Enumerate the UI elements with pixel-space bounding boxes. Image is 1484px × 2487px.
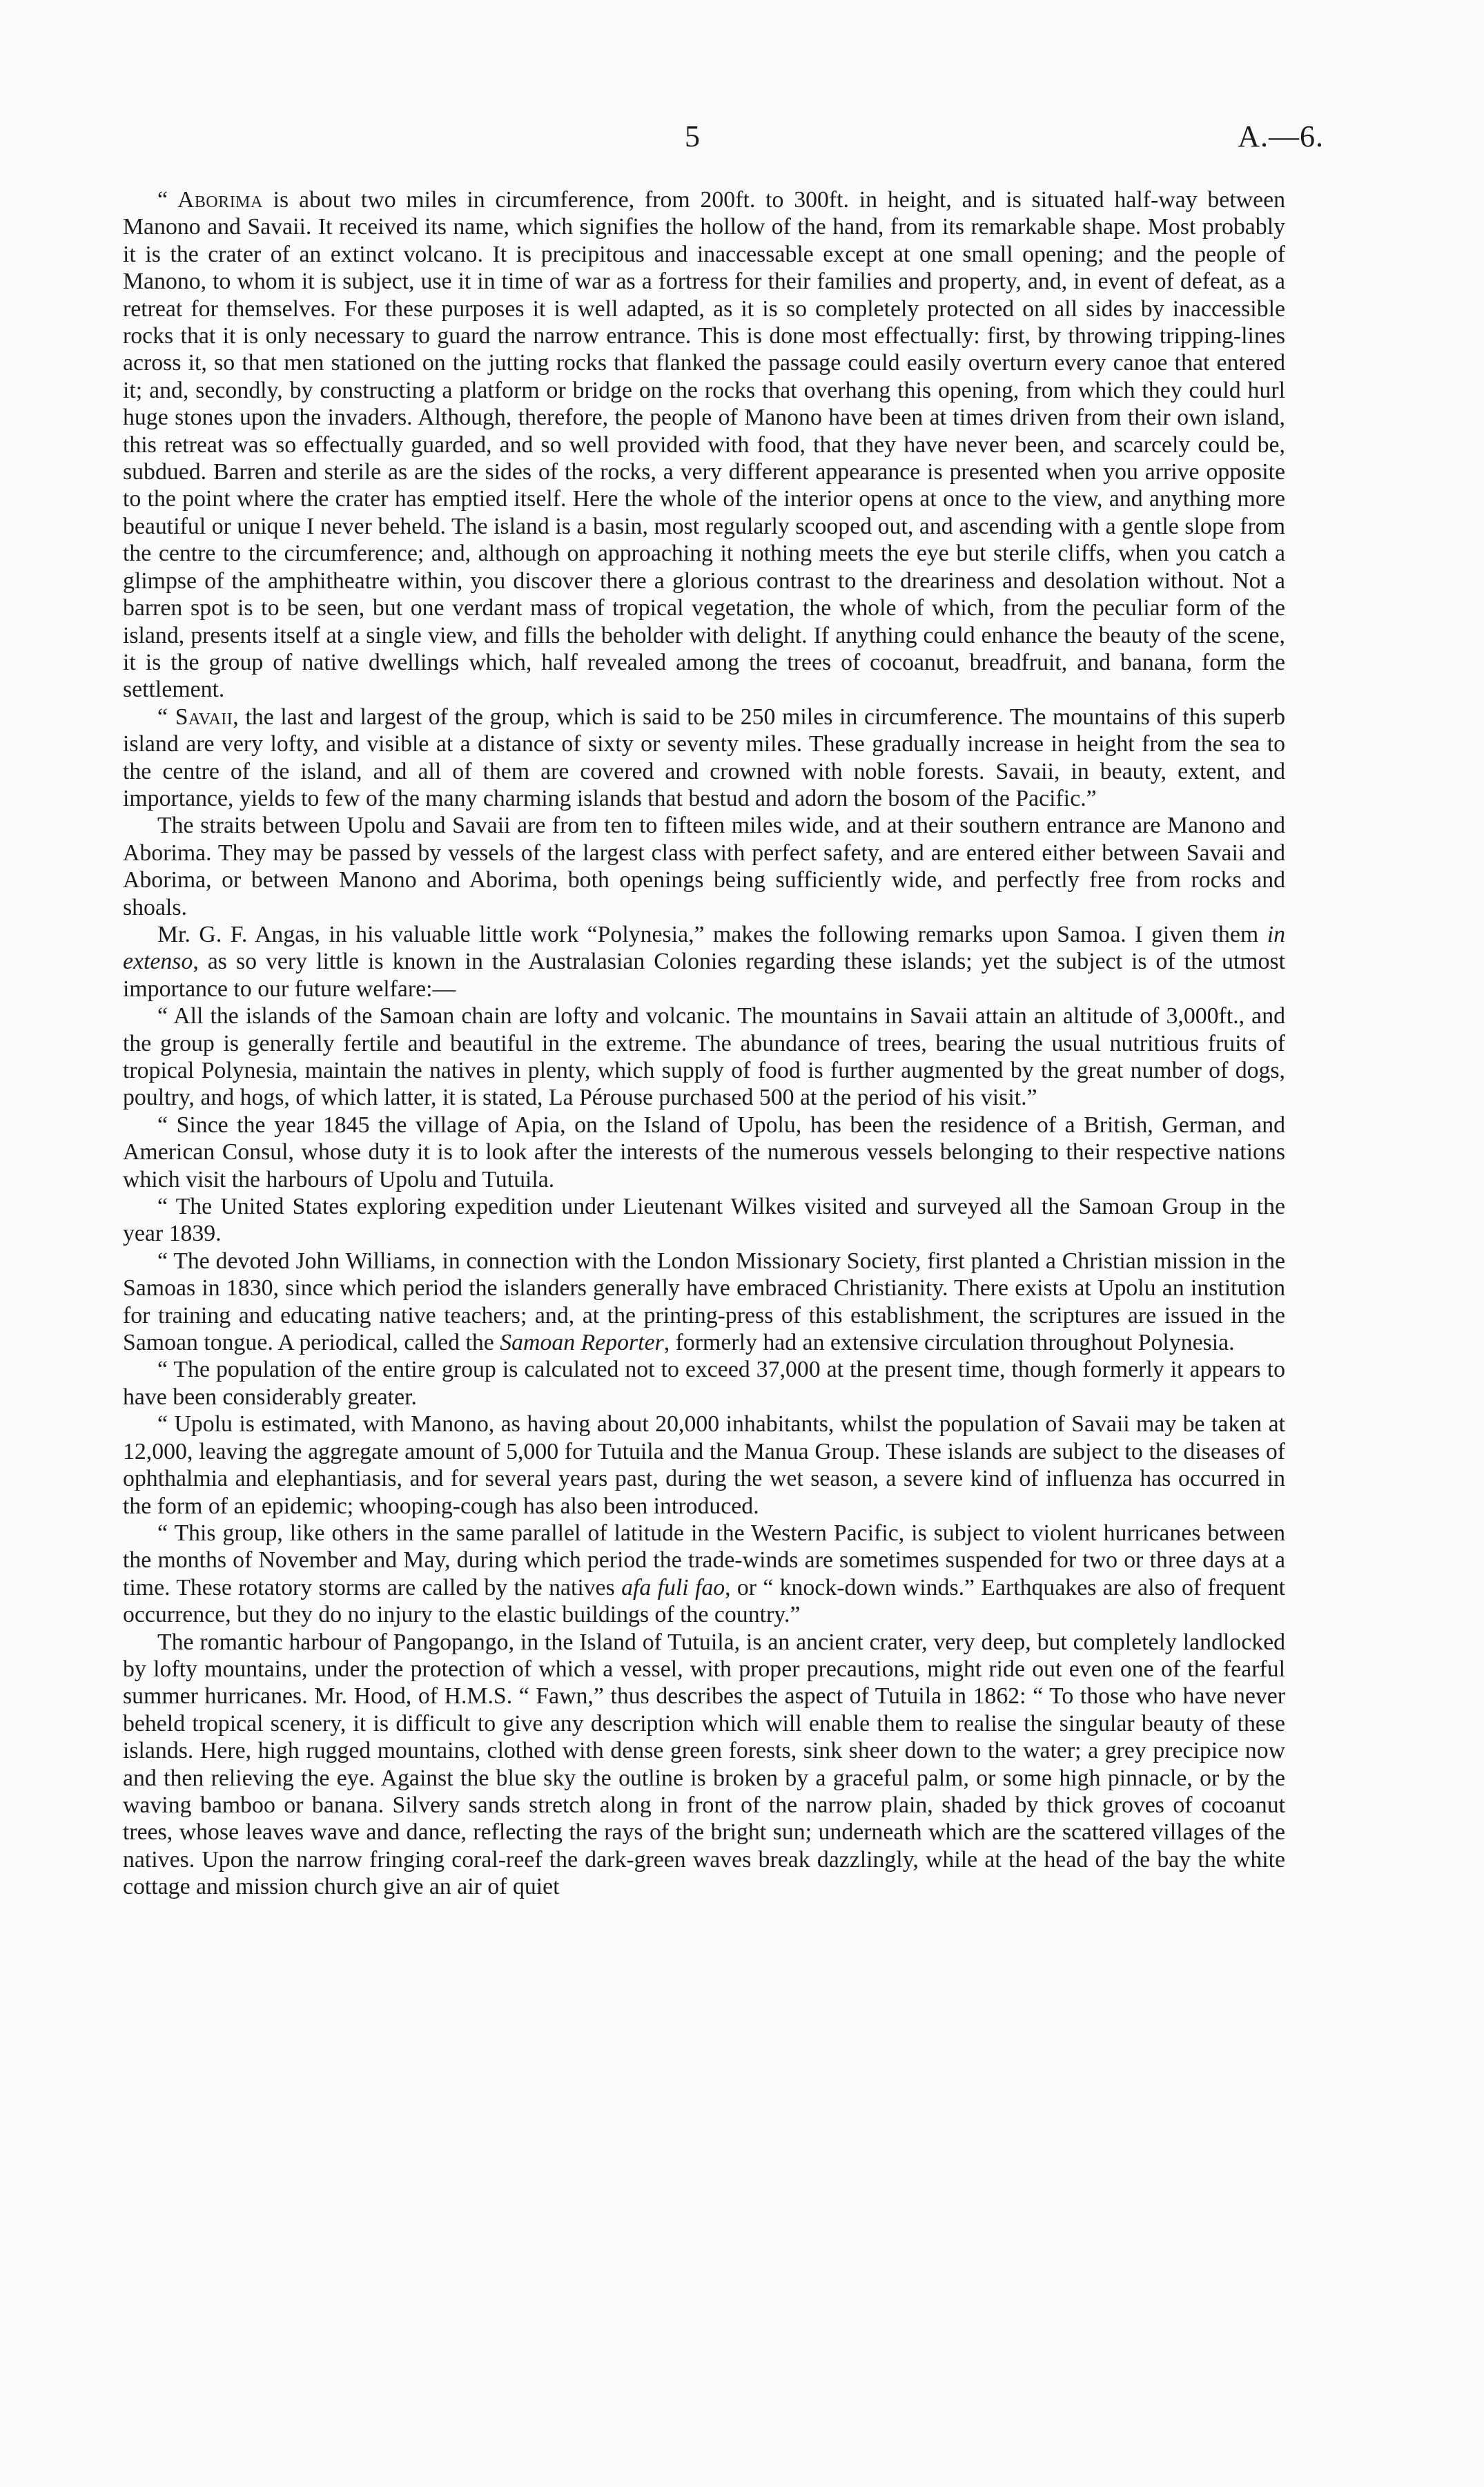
paragraph-text: “ All the islands of the Samoan chain are lofty and volcanic. The mountains in Savaii attain an altitude of 3,000ft., and the group is generally fertile and beautiful in the extreme. The abundance of trees, bearing the usual nutritious fruits of tropical Polynesia, maintain the natives in plenty, which supply of food is further augmented by the great number of dogs, poultry, and hogs, of which latter, it is stated, La Pérouse purchased 500 at the period of his visit.” xyxy=(123,1003,1285,1111)
paragraph-text: The straits between Upolu and Savaii are from ten to fifteen miles wide, and at their southern entrance are Manono and Aborima. They may be passed by vessels of the largest class with perfect safety, and are entered either between Savaii and Aborima, or between Manono and Aborima, both openings being sufficiently wide, and perfectly free from rocks and shoals. xyxy=(123,813,1285,920)
paragraph-text: “ The devoted John Williams, in connection with the London Missionary Society, first planted a Christian mission in the Samoas in 1830, since which period the islanders generally have embraced Christianity. There exists at Upolu an institution for training and educating native teachers; and, at the printing-press of this establishment, the scriptures are issued in the Samoan tongue. A periodical, called the xyxy=(123,1248,1285,1356)
paragraph-angas xyxy=(123,921,1285,1003)
paragraph-text: Mr. G. F. Angas, in his valuable little work “Polynesia,” makes the following remarks upon Samoa. I given them xyxy=(157,921,1267,947)
paragraph-text-after: , formerly had an extensive circulation throughout Polynesia. xyxy=(663,1330,1235,1356)
paragraph-volcanic xyxy=(123,1003,1285,1112)
page-header xyxy=(0,116,1484,164)
paragraph-population xyxy=(123,1356,1285,1411)
paragraph-lead: “ Aborima xyxy=(157,187,263,213)
paragraph-text-after: , or “ knock-down winds.” Earthquakes are also of frequent occurrence, but they do no injury to the elastic buildings of the country.” xyxy=(123,1574,1285,1628)
paragraph-italic: afa fuli fao xyxy=(621,1574,725,1600)
paragraph-lead: “ Savaii xyxy=(157,704,233,730)
paragraph-aborima xyxy=(123,186,1285,704)
paragraph-text: , the last and largest of the group, which is said to be 250 miles in circumference. The mountains of this superb island are very lofty, and visible at a distance of sixty or seventy miles. These gradually increase in height from the sea to the centre of the island, and all of them are covered and crowned with noble forests. Savaii, in beauty, extent, and importance, yields to few of the many charming islands that bestud and adorn the bosom of the Pacific.” xyxy=(123,704,1285,811)
paragraph-italic: in extenso xyxy=(123,921,1285,975)
paragraph-text: “ Upolu is estimated, with Manono, as having about 20,000 inhabitants, whilst the population of Savaii may be taken at 12,000, leaving the aggregate amount of 5,000 for Tutuila and the Manua Group. These islands are subject to the diseases of ophthalmia and elephantiasis, and for several years past, during the wet season, a severe kind of influenza has occurred in the form of an epidemic; whooping-cough has also been introduced. xyxy=(123,1411,1285,1519)
paragraph-text: “ The United States exploring expedition under Lieutenant Wilkes visited and surveyed all the Samoan Group in the year 1839. xyxy=(123,1194,1285,1247)
paragraph-italic: Samoan Reporter xyxy=(500,1330,664,1356)
body-text xyxy=(123,186,1285,1901)
paragraph-text: is about two miles in circumference, from 200ft. to 300ft. in height, and is situated half-way between Manono and Savaii. It received its name, which signifies the hollow of the hand, from its remarkable shape. Most probably it is the crater of an extinct volcano. It is precipitous and inaccessable except at one small opening; and the people of Manono, to whom it is subject, use it in time of war as a fortress for their families and property, and, in event of defeat, as a retreat for themselves. For these purposes it is well adapted, as it is so completely protected on all sides by inaccessible rocks that it is only necessary to guard the narrow entrance. This is done most effectually: first, by throwing tripping-lines across it, so that men stationed on the jutting rocks that flanked the passage could easily overturn every canoe that entered it; and, secondly, by constructing a platform or bridge on the rocks that overhang this opening, from which they could hurl huge stones upon the invaders. Although, therefore, the people of Manono have been at times driven from their own island, this retreat was so effectually guarded, and so well provided with food, that they have never been, and scarcely could be, subdued. Barren and sterile as are the sides of the rocks, a very different appearance is presented when you arrive opposite to the point where the crater has emptied itself. Here the whole of the interior opens at once to the view, and anything more beautiful or unique I never beheld. The island is a basin, most regularly scooped out, and ascending with a gentle slope from the centre to the circumference; and, although on approaching it nothing meets the eye but sterile cliffs, when you catch a glimpse of the amphitheatre within, you discover there a glorious contrast to the dreariness and desolation without. Not a barren spot is to be seen, but one verdant mass of tropical vegetation, the whole of which, from the peculiar form of the island, presents itself at a single view, and fills the beholder with delight. If anything could enhance the beauty of the scene, it is the group of native dwellings which, half revealed among the trees of cocoanut, breadfruit, and banana, form the settlement. xyxy=(123,187,1285,703)
paragraph-savaii xyxy=(123,704,1285,813)
paragraph-text: “ Since the year 1845 the village of Apia, on the Island of Upolu, has been the residence of a British, German, and American Consul, whose duty it is to look after the interests of the numerous vessels belonging to their respective nations which visit the harbours of Upolu and Tutuila. xyxy=(123,1112,1285,1192)
paragraph-text: The romantic harbour of Pangopango, in the Island of Tutuila, is an ancient crater, very deep, but completely landlocked by lofty mountains, under the protection of which a vessel, with proper precautions, might ride out even one of the fearful summer hurricanes. Mr. Hood, of H.M.S. “ Fawn,” thus describes the aspect of Tutuila in 1862: “ To those who have never beheld tropical scenery, it is difficult to give any description which will enable them to realise the singular beauty of these islands. Here, high rugged mountains, clothed with dense green forests, sink sheer down to the water; a grey precipice now and then relieving the eye. Against the blue sky the outline is broken by a graceful palm, or some high pinnacle, or by the waving bamboo or banana. Silvery sands stretch along in front of the narrow plain, shaded by thick groves of cocoanut trees, whose leaves wave and dance, reflecting the rays of the bright sun; underneath which are the scattered villages of the natives. Upon the narrow fringing coral-reef the dark-green waves break dazzlingly, while at the head of the bay the white cottage and mission church give an air of quiet xyxy=(123,1629,1285,1900)
paragraph-text: “ The population of the entire group is calculated not to exceed 37,000 at the present time, though formerly it appears to have been considerably greater. xyxy=(123,1357,1285,1410)
paragraph-wilkes xyxy=(123,1193,1285,1248)
document-reference: A.—6. xyxy=(1238,119,1324,153)
paragraph-text: “ This group, like others in the same parallel of latitude in the Western Pacific, is subject to violent hurricanes between the months of November and May, during which period the trade-winds are sometimes suspended for two or three days at a time. These rotatory storms are called by the natives xyxy=(123,1520,1285,1600)
paragraph-apia xyxy=(123,1112,1285,1193)
paragraph-williams xyxy=(123,1248,1285,1357)
paragraph-text-after: , as so very little is known in the Australasian Colonies regarding these islands; yet the subject is of the utmost importance to our future welfare:— xyxy=(123,949,1285,1002)
paragraph-straits xyxy=(123,812,1285,921)
paragraph-pangopango xyxy=(123,1629,1285,1901)
paragraph-hurricanes xyxy=(123,1520,1285,1629)
paragraph-upolu xyxy=(123,1411,1285,1520)
page-number: 5 xyxy=(685,119,700,153)
